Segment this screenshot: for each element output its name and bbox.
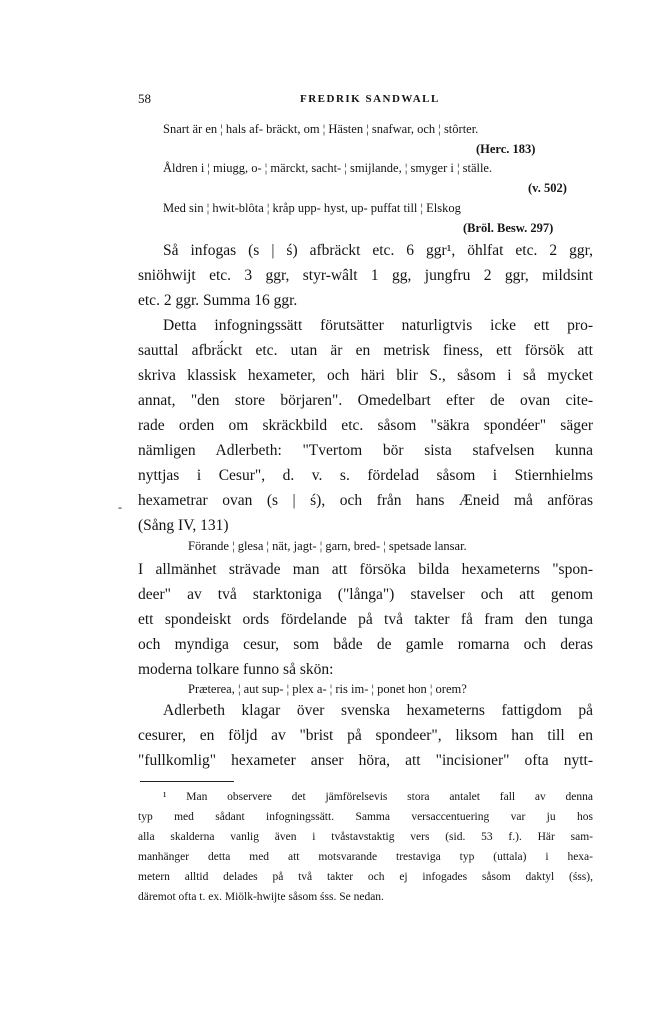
text-line: skriva klassisk hexameter, och häri blir S., såsom i så mycket [138,367,593,384]
text-line: cesurer, en följd av "brist på spondeer", liksom han till en [138,727,593,744]
text-line: etc. 2 ggr. Summa 16 ggr. [138,292,298,309]
footnote-line: metern alltid delades på två takter och ej infogades såsom daktyl (śss), [138,871,593,883]
verse-line: Præterea, ¦ aut sup- ¦ plex a- ¦ ris im- ¦ ponet hon ¦ orem? [188,682,467,696]
text-line: deer" av två starktoniga ("långa") stavelser och att genom [138,586,593,603]
text-line: ett spondeiskt ords fördelande på två takter få fram den tunga [138,611,593,628]
text-line: annat, "den store börjaren". Omedelbart efter de ovan cite- [138,392,593,409]
text-line: Så infogas (s | ś) afbräckt etc. 6 ggr¹, öhlfat etc. 2 ggr, [163,242,593,259]
text-line: rade orden om skräckbild etc. såsom "säkra spondéer" säger [138,417,593,434]
text-line: nämligen Adlerbeth: "Tvertom bör sista stafvelsen kunna [138,442,593,459]
footnote-rule [140,781,234,782]
margin-mark: - [118,500,122,514]
footnote-line: typ med sådant infogningssätt. Samma versaccentuering var ju hos [138,811,593,823]
text-line: moderna tolkare funno så skön: [138,661,334,678]
text-line: "fullkomlig" hexameter anser höra, att "incisioner" ofta nytt- [138,752,593,769]
text-line: (Sång IV, 131) [138,517,229,534]
footnote-line: alla skalderna vanlig även i tvåstavstaktig vers (sid. 53 f.). Här sam- [138,831,593,843]
verse-reference: (Herc. 183) [476,142,536,156]
footnote-line: ¹ Man observere det jämförelsevis stora antalet fall av denna [163,791,593,803]
text-line: Adlerbeth klagar över svenska hexameterns fattigdom på [163,702,593,719]
text-line: sniöhwijt etc. 3 ggr, styr-wâlt 1 gg, jungfru 2 ggr, mildsint [138,267,593,284]
verse-line: Snart är en ¦ hals af- bräckt, om ¦ Hästen ¦ snafwar, och ¦ stôrter. [163,122,479,136]
text-line: I allmänhet strävade man att försöka bilda hexameterns "spon- [138,561,593,578]
page-number: 58 [138,91,151,106]
text-line: Detta infogningssätt förutsätter naturligtvis icke ett pro- [163,317,593,334]
text-line: sauttal afbrä́ckt etc. utan är en metrisk finess, ett försök att [138,342,593,359]
running-head: FREDRIK SANDWALL [300,93,440,105]
verse-line: Åldren i ¦ miugg, o- ¦ märckt, sacht- ¦ smijlande, ¦ smyger i ¦ ställe. [163,161,493,175]
text-line: och myndiga cesur, som både de gamle romarna och deras [138,636,593,653]
footnote-line: manhänger detta med att motsvarande trestaviga typ (uttala) i hexa- [138,851,593,863]
verse-reference: (v. 502) [528,181,567,195]
footnote-line: däremot ofta t. ex. Miölk-hwijte såsom śss. Se nedan. [138,891,384,903]
text-line: nyttjas i Cesur", d. v. s. fördelad såsom i Stiernhielms [138,467,593,484]
verse-line: Med sin ¦ hwit-blôta ¦ kråp upp- hyst, up- puffat till ¦ Elskog [163,201,461,215]
text-line: hexametrar ovan (s | ś), och från hans Æneid må anföras [138,492,593,509]
verse-reference: (Bröl. Besw. 297) [463,221,554,235]
verse-line: Förande ¦ glesa ¦ nät, jagt- ¦ garn, bred- ¦ spetsade lansar. [188,539,467,553]
